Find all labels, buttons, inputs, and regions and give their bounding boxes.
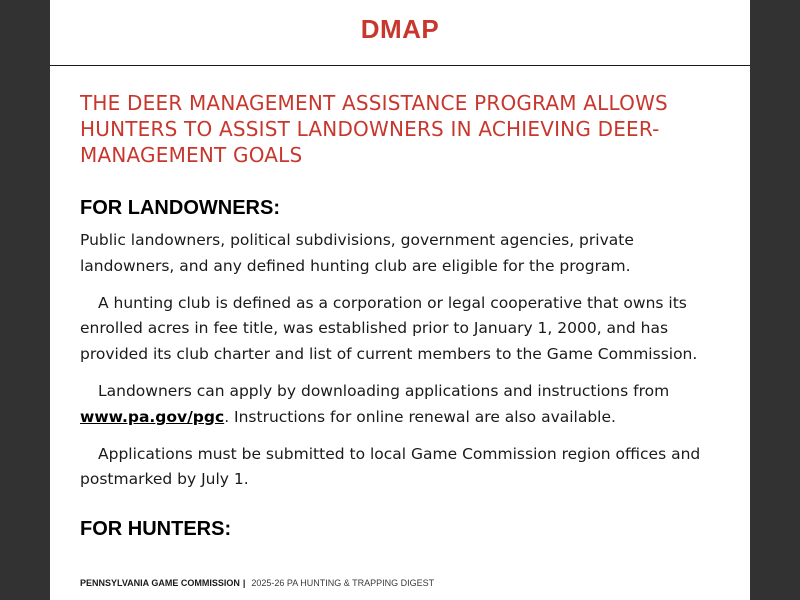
submission-deadline-paragraph: Applications must be submitted to local Game Commission region offices and postmarked by July 1. [80, 444, 701, 489]
landowners-eligibility-paragraph: Public landowners, political subdivisions, government agencies, private landowners, and any defined hunting club are eligible for the program. [80, 231, 634, 275]
hunting-club-definition-paragraph: A hunting club is defined as a corporation or legal cooperative that owns its enrolled acres in fee title, was established prior to January 1, 2000, and has provided its club charter and list of current members to the Game Commission. [80, 293, 698, 364]
application-paragraph [80, 379, 725, 431]
footer-organization: PENNSYLVANIA GAME COMMISSION [80, 578, 240, 588]
landowners-heading: FOR LANDOWNERS: [80, 197, 280, 219]
hunters-heading: FOR HUNTERS: [80, 518, 232, 541]
application-text-before: Landowners can apply by downloading applications and instructions from [98, 381, 670, 400]
page-footer [80, 576, 434, 590]
document-page [50, 0, 750, 600]
application-text-after: . Instructions for online renewal are also available. [224, 407, 616, 426]
footer-digest-title: 2025-26 PA HUNTING & TRAPPING DIGEST [251, 578, 435, 588]
page-header [50, 0, 750, 66]
page-content [80, 90, 725, 541]
pgc-website-link[interactable]: www.pa.gov/pgc [80, 407, 225, 426]
page-title: DMAP [360, 14, 440, 44]
footer-separator: | [242, 578, 246, 588]
intro-heading: THE DEER MANAGEMENT ASSISTANCE PROGRAM ALLOWS HUNTERS TO ASSIST LANDOWNERS IN ACHIEVING DEER-MANAGEMENT GOALS [80, 91, 668, 167]
